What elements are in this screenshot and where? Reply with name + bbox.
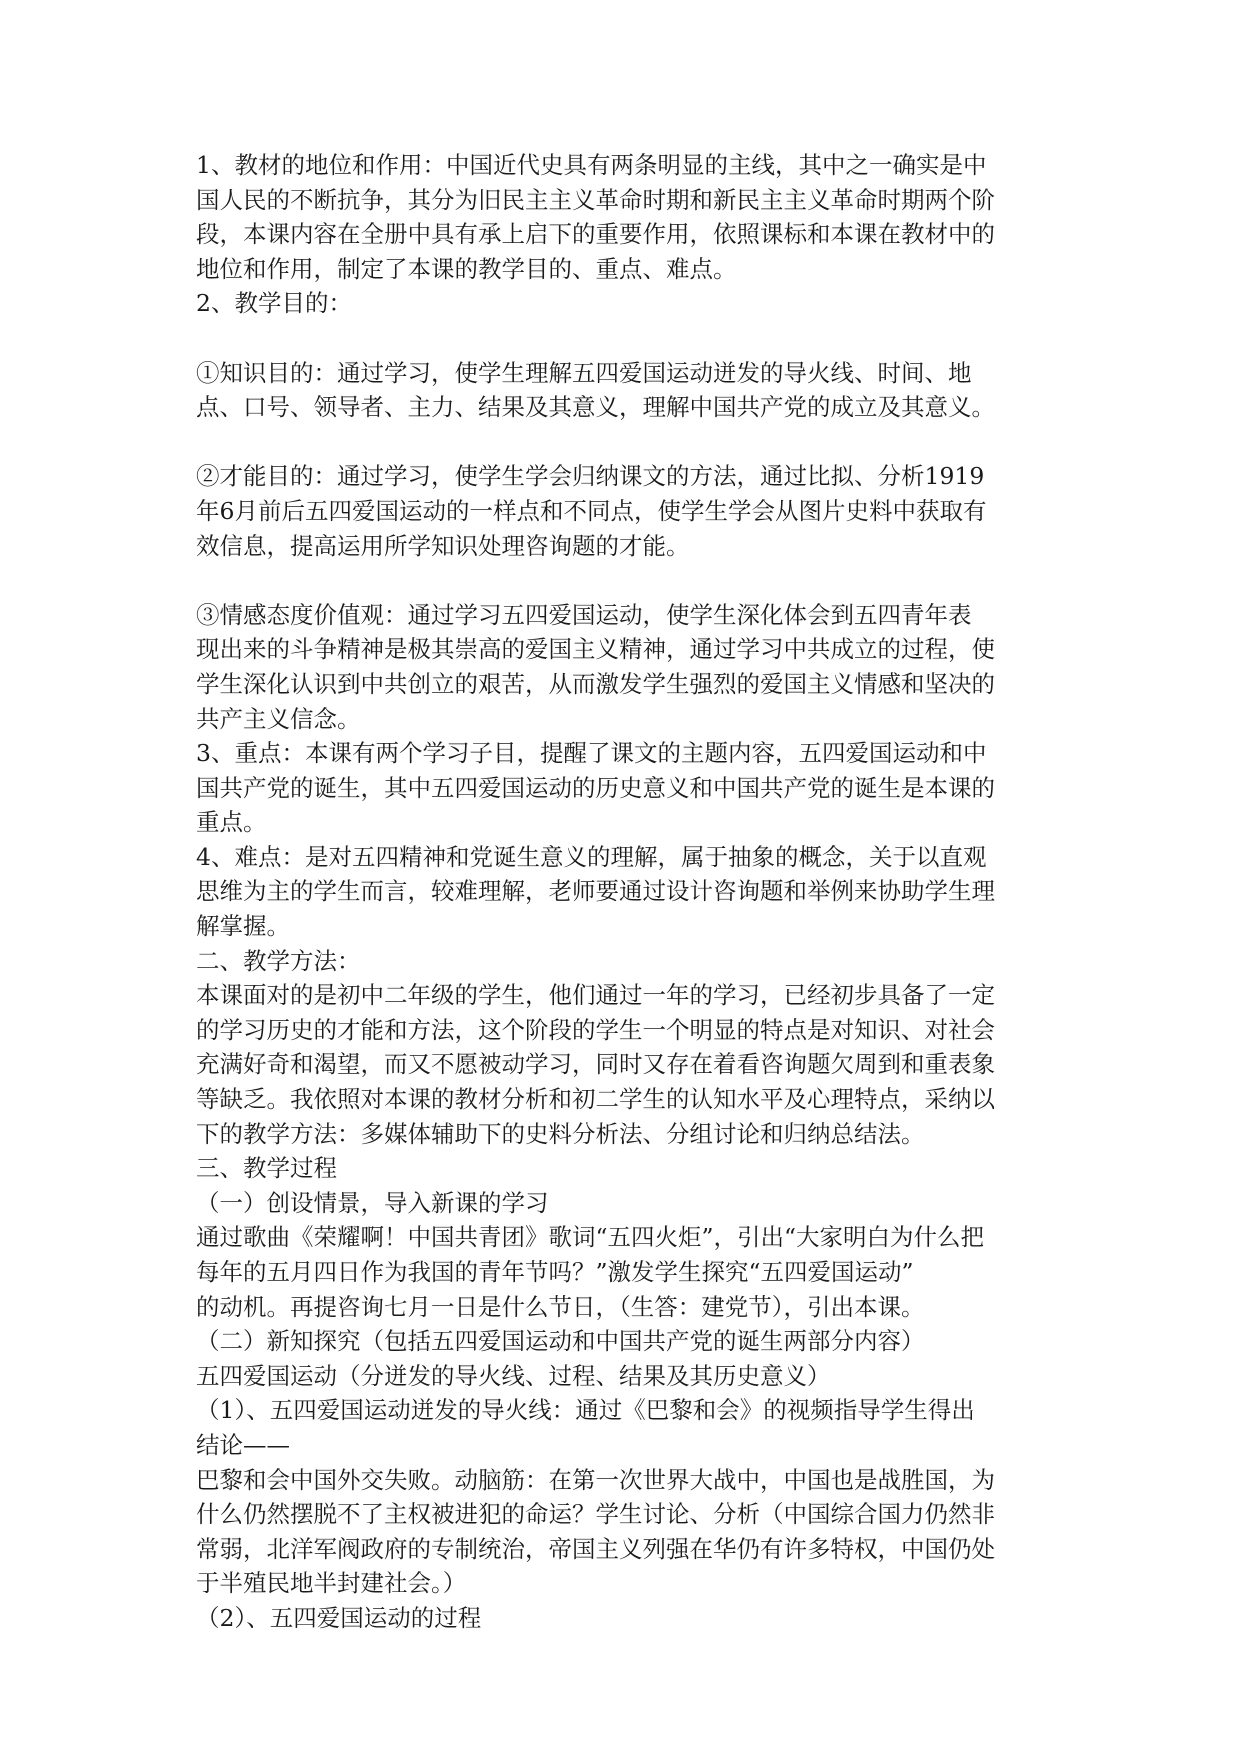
document-body: [196, 148, 1056, 1636]
text-line: 巴黎和会中国外交失败。动脑筋：在第一次世界大战中，中国也是战胜国，为: [196, 1465, 995, 1494]
text-line: 年6月前后五四爱国运动的一样点和不同点，使学生学会从图片史料中获取有: [196, 496, 987, 525]
paragraph: [196, 356, 1056, 425]
text-line: （一）创设情景，导入新课的学习: [196, 1188, 549, 1217]
text-line: 二、教学方法：: [196, 946, 361, 975]
text-line: 结论——: [196, 1430, 290, 1459]
paragraph: [196, 1151, 1056, 1186]
text-line: （2）、五四爱国运动的过程: [196, 1603, 482, 1632]
paragraph: [196, 1601, 1056, 1636]
text-line: 下的教学方法：多媒体辅助下的史料分析法、分组讨论和归纳总结法。: [196, 1119, 925, 1148]
paragraph: [196, 1186, 1056, 1221]
text-line: 国共产党的诞生，其中五四爱国运动的历史意义和中国共产党的诞生是本课的: [196, 773, 995, 802]
text-line: 解掌握。: [196, 912, 290, 941]
text-line: 五四爱国运动（分迸发的导火线、过程、结果及其历史意义）: [196, 1361, 831, 1390]
text-line: 每年的五月四日作为我国的青年节吗？”激发学生探究“五四爱国运动”: [196, 1258, 914, 1286]
text-line: 通过歌曲《荣耀啊！中国共青团》歌词“五四火炬”，引出“大家明白为什么把: [196, 1223, 985, 1252]
text-line: 现出来的斗争精神是极其崇高的爱国主义精神，通过学习中共成立的过程，使: [196, 635, 995, 664]
text-line: 于半殖民地半封建社会。）: [196, 1569, 467, 1598]
paragraph: [196, 1359, 1056, 1394]
text-line: 学生深化认识到中共创立的艰苦，从而激发学生强烈的爱国主义情感和坚决的: [196, 669, 995, 698]
paragraph: [196, 148, 1056, 286]
paragraph: [196, 840, 1056, 944]
text-line: 三、教学过程: [196, 1154, 337, 1183]
text-line: 的动机。再提咨询七月一日是什么节日，（生答：建党节），引出本课。: [196, 1292, 925, 1321]
text-line: 1、教材的地位和作用：中国近代史具有两条明显的主线，其中之一确实是中: [196, 151, 987, 179]
text-line: ②才能目的：通过学习，使学生学会归纳课文的方法，通过比拟、分析1919: [196, 462, 985, 491]
paragraph: [196, 598, 1056, 736]
text-line: 地位和作用，制定了本课的教学目的、重点、难点。: [196, 254, 737, 283]
paragraph: [196, 978, 1056, 1151]
text-line: 本课面对的是初中二年级的学生，他们通过一年的学习，已经初步具备了一定: [196, 981, 995, 1010]
paragraph: [196, 1463, 1056, 1601]
paragraph: [196, 459, 1056, 563]
text-line: 什么仍然摆脱不了主权被进犯的命运？学生讨论、分析（中国综合国力仍然非: [196, 1500, 995, 1529]
text-line: 4、难点：是对五四精神和党诞生意义的理解，属于抽象的概念，关于以直观: [196, 842, 987, 871]
text-line: ①知识目的：通过学习，使学生理解五四爱国运动迸发的导火线、时间、地: [196, 358, 972, 387]
text-line: 思维为主的学生而言，较难理解，老师要通过设计咨询题和举例来协助学生理: [196, 877, 995, 906]
text-line: 充满好奇和渴望，而又不愿被动学习，同时又存在着看咨询题欠周到和重表象: [196, 1050, 995, 1079]
text-line: 2、教学目的：: [196, 289, 352, 318]
text-line: 等缺乏。我依照对本课的教材分析和初二学生的认知水平及心理特点，采纳以: [196, 1085, 995, 1114]
text-line: 段，本课内容在全册中具有承上启下的重要作用，依照课标和本课在教材中的: [196, 220, 995, 249]
text-line: （1）、五四爱国运动迸发的导火线：通过《巴黎和会》的视频指导学生得出: [196, 1396, 975, 1425]
text-line: 点、口号、领导者、主力、结果及其意义，理解中国共产党的成立及其意义。: [196, 393, 995, 422]
paragraph: [196, 286, 1056, 321]
text-line: 3、重点：本课有两个学习子目，提醒了课文的主题内容，五四爱国运动和中: [196, 739, 987, 768]
paragraph: [196, 736, 1056, 840]
paragraph: [196, 944, 1056, 979]
paragraph: [196, 1324, 1056, 1359]
text-line: 共产主义信念。: [196, 704, 361, 733]
text-line: 常弱，北洋军阀政府的专制统治，帝国主义列强在华仍有许多特权，中国仍处: [196, 1534, 995, 1563]
text-line: （二）新知探究（包括五四爱国运动和中国共产党的诞生两部分内容）: [196, 1327, 925, 1356]
paragraph: [196, 1220, 1056, 1324]
text-line: 效信息，提高运用所学知识处理咨询题的才能。: [196, 531, 690, 560]
text-line: 的学习历史的才能和方法，这个阶段的学生一个明显的特点是对知识、对社会: [196, 1015, 995, 1044]
text-line: 重点。: [196, 808, 267, 837]
text-line: 国人民的不断抗争，其分为旧民主主义革命时期和新民主主义革命时期两个阶: [196, 185, 995, 214]
paragraph: [196, 1393, 1056, 1462]
text-line: ③情感态度价值观：通过学习五四爱国运动，使学生深化体会到五四青年表: [196, 600, 972, 629]
